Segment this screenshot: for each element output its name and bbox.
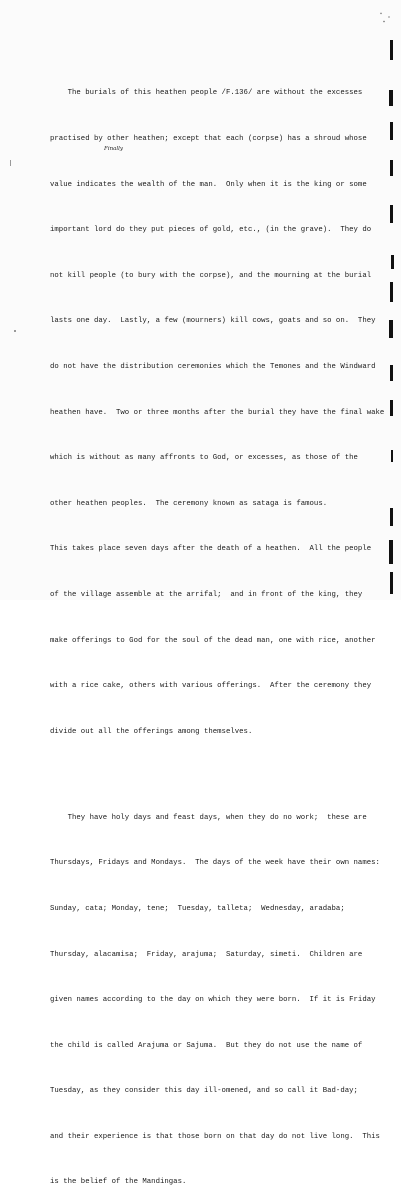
text-line: Sunday, cata; Monday, tene; Tuesday, talleta; Wednesday, aradaba; [50,904,345,913]
margin-mark [390,572,393,594]
text-line: is the belief of the Mandingas. [50,1178,187,1187]
scan-speckle [375,8,395,26]
text-line: Thursday, alacamisa; Friday, arajuma; Saturday, simeti. Children are [50,950,363,959]
margin-mark [390,205,393,223]
text-line: The burials of this heathen people /F.136/ are without the excesses [50,89,363,98]
margin-mark [390,282,393,302]
text-line: They have holy days and feast days, when they do no work; these are [50,813,367,822]
text-line: of the village assemble at the arrifal; and in front of the king, they [50,590,363,599]
text-line: other heathen peoples. The ceremony known as sataga is famous. [50,499,328,508]
text-line: do not have the distribution ceremonies which the Temones and the Windward [50,362,376,371]
handwritten-insertion: Finally [104,146,124,152]
margin-mark [389,540,393,564]
margin-mark [390,508,393,526]
text-line: value indicates the wealth of the man. Only when it is the king or some [50,180,367,189]
text-line: not kill people (to bury with the corpse), and the mourning at the burial [50,271,372,280]
margin-mark [390,160,393,176]
text-line: This takes place seven days after the death of a heathen. All the people [50,545,372,554]
text-line: divide out all the offerings among themselves. [50,727,253,736]
margin-mark [389,320,393,338]
margin-mark [390,365,393,381]
margin-mark [10,160,11,166]
margin-mark [390,400,393,416]
text-line: the child is called Arajuma or Sajuma. But they do not use the name of [50,1041,363,1050]
margin-mark [389,90,393,106]
margin-mark [391,255,394,269]
text-line: practised by other heathen; except that each (corpse) has a shroud whose [50,135,367,143]
text-line: and their experience is that those born on that day do not live long. This [50,1132,380,1141]
text-line: given names according to the day on which they were born. If it is Friday [50,996,376,1005]
text-line: with a rice cake, others with various offerings. After the ceremony they [50,682,372,691]
text-line: make offerings to God for the soul of the dead man, one with rice, another [50,636,376,645]
margin-mark [390,122,393,140]
margin-mark [390,40,393,60]
margin-mark [14,330,16,332]
text-line: Thursdays, Fridays and Mondays. The days of the week have their own names: [50,859,380,868]
text-line: important lord do they put pieces of gold, etc., (in the grave). They do [50,226,372,235]
paragraph-holy-days [50,780,396,1200]
text-line: which is without as many affronts to God, or excesses, as those of the [50,454,358,463]
margin-mark [391,450,393,462]
paragraph-burials [50,56,396,770]
text-line: heathen have. Two or three months after the burial they have the final wake [50,408,385,417]
text-line: lasts one day. Lastly, a few (mourners) kill cows, goats and so on. They [50,317,376,326]
text-line: Tuesday, as they consider this day ill-omened, and so call it Bad-day; [50,1087,358,1096]
document-body [50,56,396,1200]
